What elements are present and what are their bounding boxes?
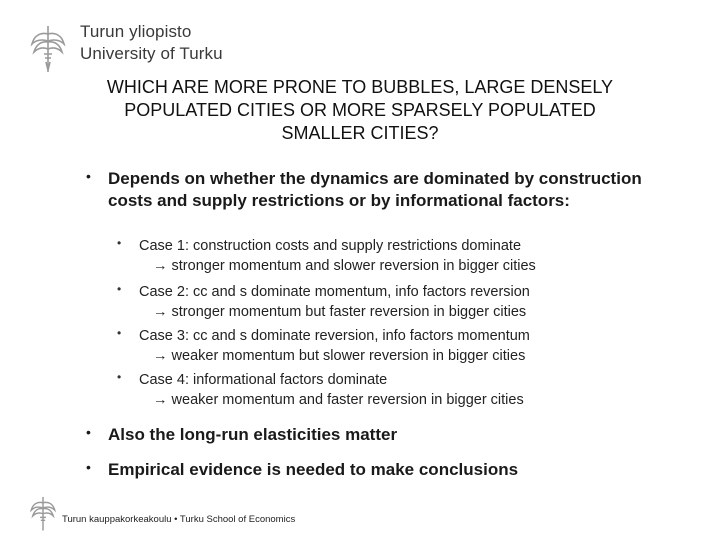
bullet-dot: • [117,236,122,250]
torch-emblem-icon [28,22,68,74]
bullet-dot: • [86,168,91,184]
bullet-elasticities-text: Also the long-run elasticities matter [108,425,398,444]
bullet-dot: • [86,424,91,440]
bullet-dot: • [117,326,122,340]
slide-title-line: WHICH ARE MORE PRONE TO BUBBLES, LARGE DENSELY [106,77,614,97]
footer [28,494,328,534]
bullet-dot: • [86,459,91,475]
torch-emblem-icon [28,494,58,532]
footer-text: Turun kauppakorkeakoulu • Turku School of Economics [62,514,296,525]
university-logo [28,18,223,74]
slide-title-line: SMALLER CITIES? [281,123,439,143]
bullet-dot: • [117,370,122,384]
case-label: Case 3: cc and s dominate reversion, info factors momentum [139,328,530,344]
case-label: Case 4: informational factors dominate [139,372,388,388]
case-label: Case 2: cc and s dominate momentum, info factors reversion [139,284,530,300]
slide-title [60,76,660,145]
bullet-evidence-text: Empirical evidence is needed to make conclusions [108,460,519,479]
logo-text-finnish: Turun yliopisto [80,22,192,41]
bullet-main-text: Depends on whether the dynamics are dominated by construction costs and supply restrictions or by informational factors: [108,169,642,210]
case-label: Case 1: construction costs and supply restrictions dominate [139,238,522,254]
case-result: → weaker momentum but slower reversion in bigger cities [153,348,526,364]
case-result: → stronger momentum but faster reversion in bigger cities [153,304,527,320]
case-result: → stronger momentum and slower reversion in bigger cities [153,258,536,274]
logo-text-english: University of Turku [80,44,223,63]
bullet-dot: • [117,282,122,296]
slide-title-line: POPULATED CITIES OR MORE SPARSELY POPULATED [124,100,596,120]
case-result: → weaker momentum and faster reversion in bigger cities [153,392,524,408]
